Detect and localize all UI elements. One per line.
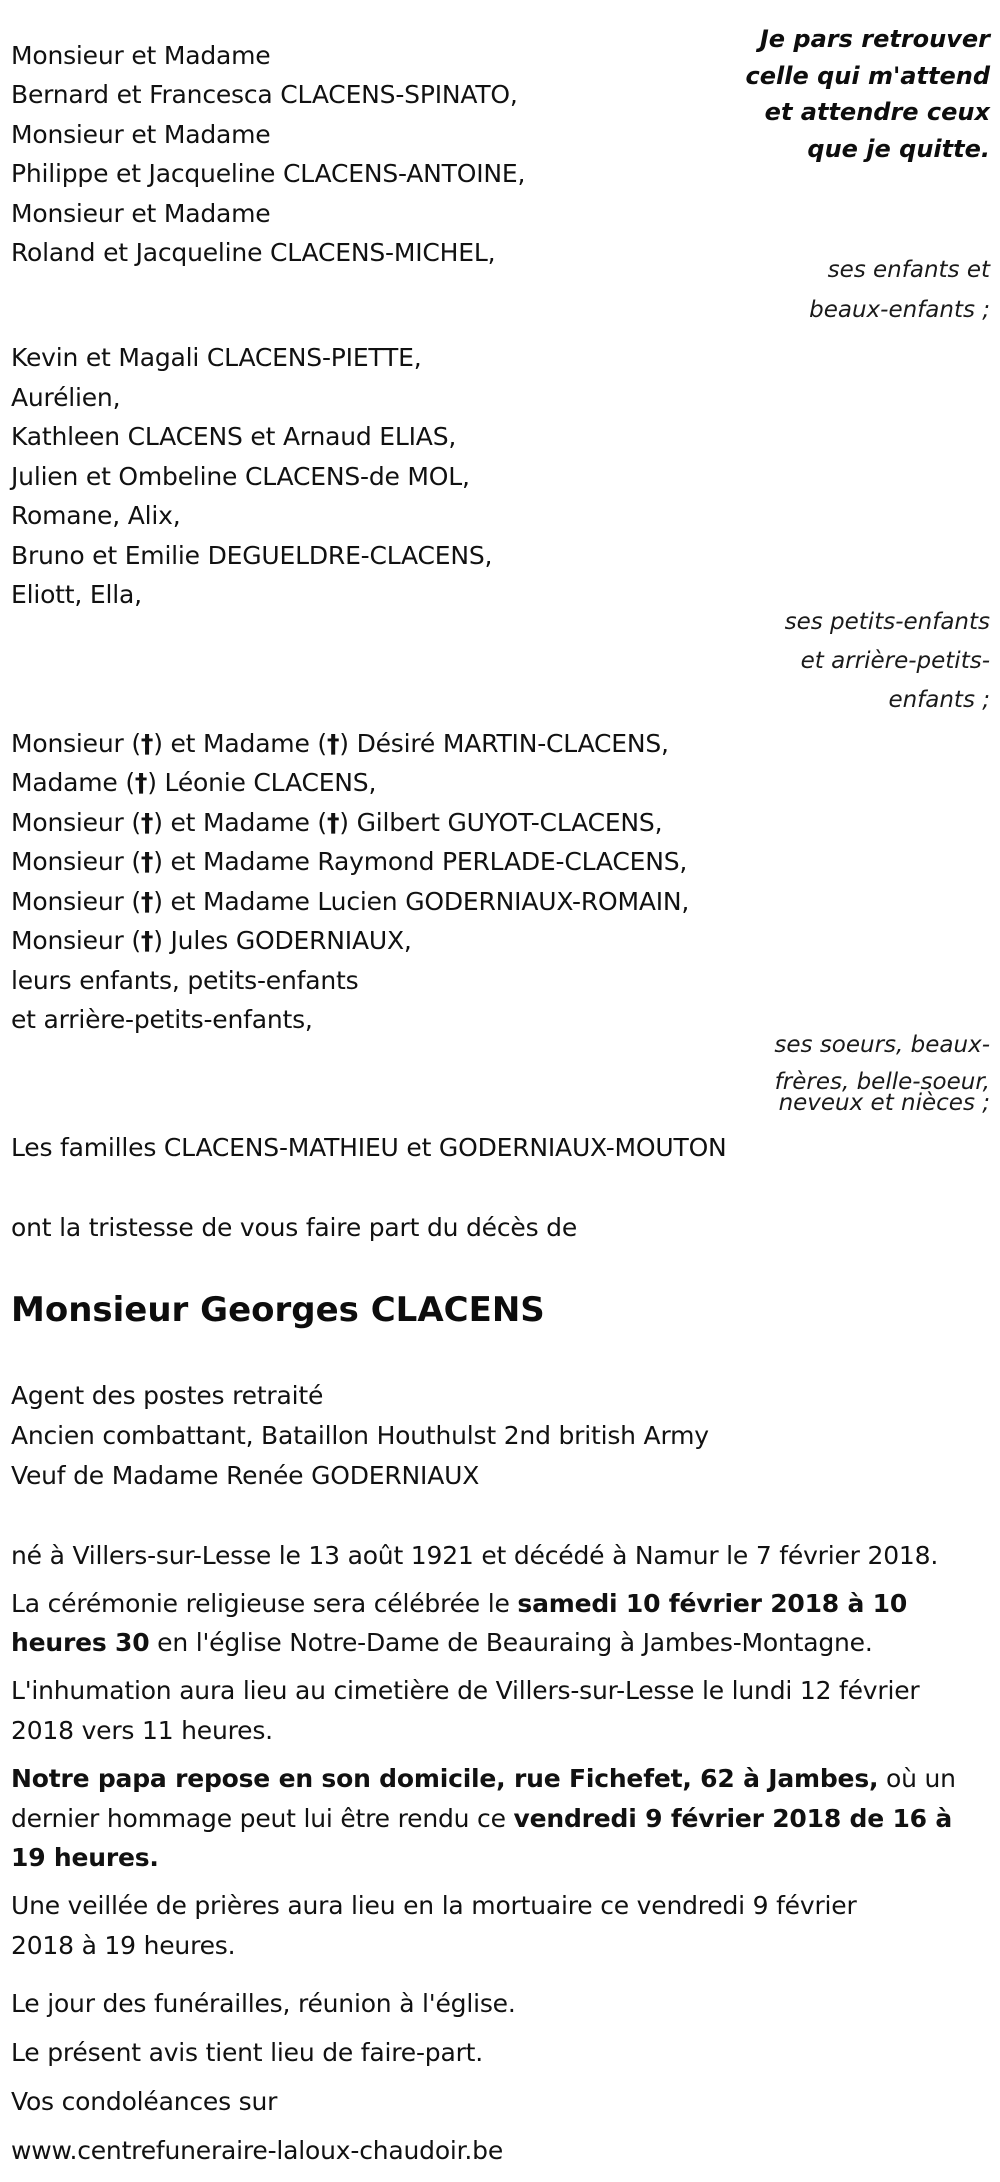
family-line: Monsieur (†) Jules GODERNIAUX,	[11, 926, 412, 955]
family-line: Bruno et Emilie DEGUELDRE-CLACENS,	[11, 541, 493, 570]
relation-label: ses soeurs, beaux-	[774, 1032, 990, 1058]
dagger-icon: †	[326, 729, 340, 758]
family-line: Kathleen CLACENS et Arnaud ELIAS,	[11, 422, 457, 451]
family-line: Romane, Alix,	[11, 501, 181, 530]
family-line: Philippe et Jacqueline CLACENS-ANTOINE,	[11, 159, 526, 188]
notice-text: Le présent avis tient lieu de faire-part.	[11, 2038, 484, 2067]
burial-text: 2018 vers 11 heures.	[11, 1716, 273, 1745]
family-line: Kevin et Magali CLACENS-PIETTE,	[11, 343, 422, 372]
website-text: www.centrefuneraire-laloux-chaudoir.be	[11, 2136, 504, 2165]
relation-label: beaux-enfants ;	[809, 297, 990, 323]
dagger-icon: †	[140, 926, 154, 955]
ceremony-text: La cérémonie religieuse sera célébrée le samedi 10 février 2018 à 10	[11, 1589, 908, 1618]
family-line: Bernard et Francesca CLACENS-SPINATO,	[11, 80, 518, 109]
dagger-icon: †	[140, 729, 154, 758]
family-line: Monsieur et Madame	[11, 120, 271, 149]
relation-label: et arrière-petits-	[800, 648, 990, 674]
family-line: Monsieur (†) et Madame (†) Gilbert GUYOT-CLACENS,	[11, 808, 663, 837]
family-line: Julien et Ombeline CLACENS-de MOL,	[11, 462, 470, 491]
vigil-text: Une veillée de prières aura lieu en la mortuaire ce vendredi 9 février	[11, 1891, 857, 1920]
dagger-icon: †	[134, 768, 148, 797]
dagger-icon: †	[140, 887, 154, 916]
relation-label: ses enfants et	[827, 257, 990, 283]
relation-label: neveux et nièces ;	[778, 1090, 990, 1116]
relation-label: ses petits-enfants	[784, 609, 990, 635]
visitation-text: dernier hommage peut lui être rendu ce vendredi 9 février 2018 de 16 à	[11, 1804, 953, 1833]
family-line: Aurélien,	[11, 383, 121, 412]
dagger-icon: †	[140, 808, 154, 837]
burial-text: L'inhumation aura lieu au cimetière de Villers-sur-Lesse le lundi 12 février	[11, 1676, 920, 1705]
deceased-name: Monsieur Georges CLACENS	[11, 1290, 545, 1330]
family-line: Roland et Jacqueline CLACENS-MICHEL,	[11, 238, 496, 267]
birth-death-text: né à Villers-sur-Lesse le 13 août 1921 et décédé à Namur le 7 février 2018.	[11, 1541, 939, 1570]
announcement-text: ont la tristesse de vous faire part du décès de	[11, 1213, 578, 1242]
family-line: Madame (†) Léonie CLACENS,	[11, 768, 377, 797]
family-line: Monsieur et Madame	[11, 41, 271, 70]
detail-line: Veuf de Madame Renée GODERNIAUX	[11, 1461, 480, 1490]
quote-line: Je pars retrouver	[759, 25, 990, 53]
meeting-text: Le jour des funérailles, réunion à l'église.	[11, 1989, 516, 2018]
dagger-icon: †	[326, 808, 340, 837]
family-line: et arrière-petits-enfants,	[11, 1005, 313, 1034]
dagger-icon: †	[140, 847, 154, 876]
condolences-text: Vos condoléances sur	[11, 2087, 278, 2116]
detail-line: Ancien combattant, Bataillon Houthulst 2nd british Army	[11, 1421, 709, 1450]
family-line: Monsieur et Madame	[11, 199, 271, 228]
family-line: Monsieur (†) et Madame Raymond PERLADE-CLACENS,	[11, 847, 688, 876]
family-line: leurs enfants, petits-enfants	[11, 966, 359, 995]
quote-line: celle qui m'attend	[745, 62, 990, 90]
family-line: Monsieur (†) et Madame Lucien GODERNIAUX-ROMAIN,	[11, 887, 690, 916]
family-line: Monsieur (†) et Madame (†) Désiré MARTIN-CLACENS,	[11, 729, 669, 758]
family-line: Eliott, Ella,	[11, 580, 142, 609]
detail-line: Agent des postes retraité	[11, 1381, 324, 1410]
visitation-text: Notre papa repose en son domicile, rue Fichefet, 62 à Jambes, où un	[11, 1764, 956, 1793]
families-line: Les familles CLACENS-MATHIEU et GODERNIAUX-MOUTON	[11, 1133, 727, 1162]
quote-line: et attendre ceux	[764, 98, 990, 126]
relation-label: frères, belle-soeur,	[774, 1069, 990, 1095]
vigil-text: 2018 à 19 heures.	[11, 1931, 236, 1960]
visitation-text: 19 heures.	[11, 1843, 159, 1872]
quote-line: que je quitte.	[807, 135, 990, 163]
ceremony-text: heures 30 en l'église Notre-Dame de Beauraing à Jambes-Montagne.	[11, 1628, 873, 1657]
relation-label: enfants ;	[888, 687, 990, 713]
